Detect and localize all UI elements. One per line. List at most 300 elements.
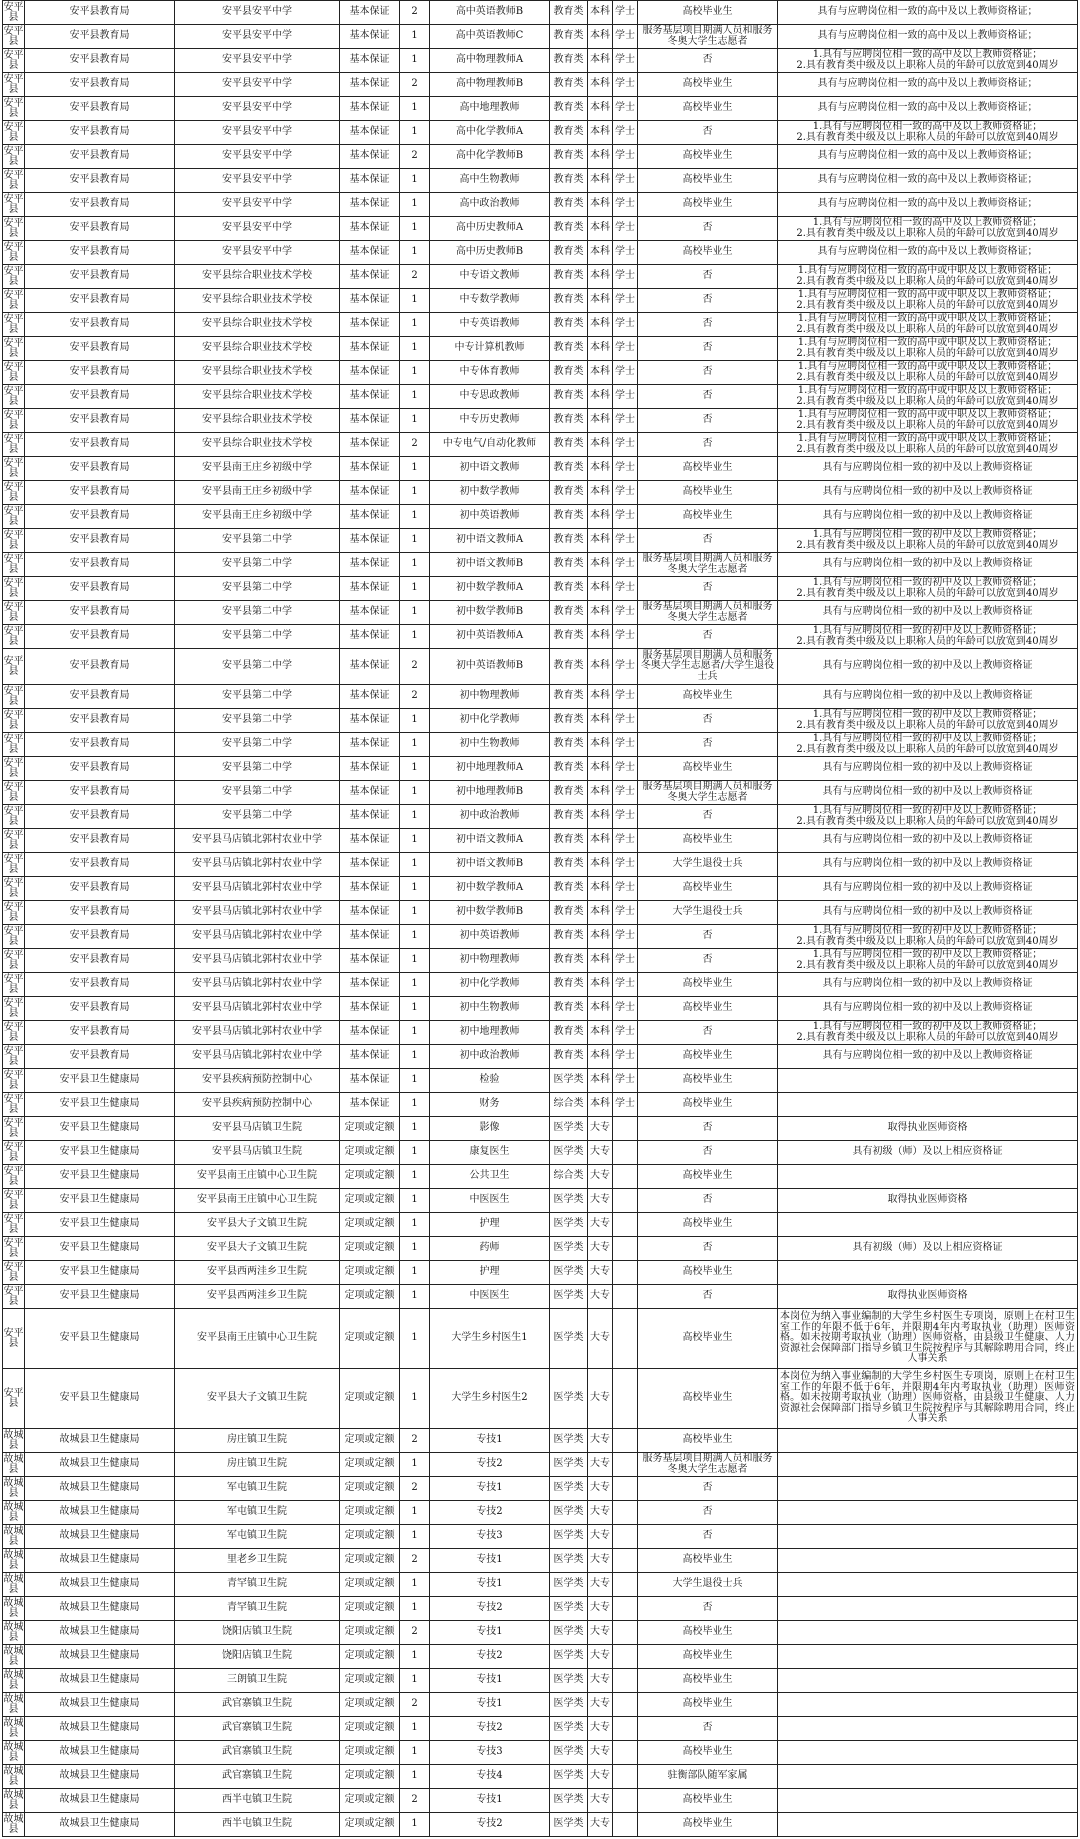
- cell-target-group: 大学生退役士兵: [638, 901, 778, 925]
- table-row: [3, 901, 1078, 925]
- cell-headcount: 1: [400, 1213, 430, 1237]
- cell-department: 故城县卫生健康局: [25, 1453, 175, 1477]
- cell-headcount: 1: [400, 1717, 430, 1741]
- cell-degree: [613, 1141, 638, 1165]
- cell-requirements: [778, 1093, 1078, 1117]
- cell-degree: 学士: [613, 733, 638, 757]
- cell-category: 医学类: [550, 1069, 588, 1093]
- cell-requirements: 本岗位为纳入事业编制的大学生乡村医生专项岗，原则上在村卫生室工作的年限不低于6年，并限期4年内考取执业（助理）医师资格。如未按期考取执业（助理）医师资格，由县级卫生健康、人力资源社会保障部门指导乡镇卫生院按程序与其解除聘用合同，终止人事关系: [778, 1369, 1078, 1429]
- cell-department: 故城县卫生健康局: [25, 1501, 175, 1525]
- cell-position: 专技2: [430, 1813, 550, 1837]
- cell-unit: 三朗镇卫生院: [175, 1669, 340, 1693]
- cell-department: 安平县卫生健康局: [25, 1189, 175, 1213]
- cell-funding-type: 基本保证: [340, 925, 400, 949]
- cell-position: 专技1: [430, 1573, 550, 1597]
- cell-funding-type: 定项或定额: [340, 1765, 400, 1789]
- cell-education: 本科: [588, 1093, 613, 1117]
- table-row: [3, 1117, 1078, 1141]
- cell-education: 本科: [588, 709, 613, 733]
- cell-category: 医学类: [550, 1525, 588, 1549]
- table-row: [3, 877, 1078, 901]
- cell-target-group: 服务基层项目期满人员和服务冬奥大学生志愿者: [638, 601, 778, 625]
- cell-position: 中专体育教师: [430, 361, 550, 385]
- cell-department: 安平县教育局: [25, 757, 175, 781]
- table-row: [3, 457, 1078, 481]
- cell-unit: 房庄镇卫生院: [175, 1453, 340, 1477]
- cell-position: 药师: [430, 1237, 550, 1261]
- cell-unit: 安平县马店镇北郭村农业中学: [175, 829, 340, 853]
- cell-headcount: 1: [400, 385, 430, 409]
- cell-education: 本科: [588, 361, 613, 385]
- cell-funding-type: 定项或定额: [340, 1813, 400, 1837]
- table-row: [3, 193, 1078, 217]
- cell-headcount: 1: [400, 925, 430, 949]
- cell-county: 安平县: [3, 337, 24, 359]
- cell-target-group: 否: [638, 1117, 778, 1141]
- cell-degree: 学士: [613, 829, 638, 853]
- cell-category: 医学类: [550, 1261, 588, 1285]
- cell-position: 初中英语教师A: [430, 625, 550, 649]
- cell-requirements: 1.具有与应聘岗位相一致的初中及以上教师资格证； 2.具有教育类中级及以上职称人员的年龄可以放宽到40周岁: [778, 625, 1078, 649]
- cell-degree: [613, 1525, 638, 1549]
- cell-unit: 安平县安平中学: [175, 217, 340, 241]
- cell-requirements: [778, 1741, 1078, 1765]
- cell-county: 安平县: [3, 385, 24, 407]
- cell-position: 高中地理教师: [430, 97, 550, 121]
- cell-target-group: 高校毕业生: [638, 1621, 778, 1645]
- cell-unit: 安平县马店镇北郭村农业中学: [175, 1045, 340, 1069]
- cell-requirements: [778, 1621, 1078, 1645]
- cell-requirements: 具有与应聘岗位相一致的初中及以上教师资格证: [778, 973, 1078, 997]
- cell-funding-type: 基本保证: [340, 1, 400, 25]
- cell-category: 医学类: [550, 1549, 588, 1573]
- cell-department: 故城县卫生健康局: [25, 1717, 175, 1741]
- cell-education: 本科: [588, 385, 613, 409]
- cell-target-group: 高校毕业生: [638, 1789, 778, 1813]
- cell-county: 安平县: [3, 1213, 24, 1235]
- cell-category: 医学类: [550, 1309, 588, 1369]
- cell-department: 安平县教育局: [25, 649, 175, 685]
- cell-position: 高中生物教师: [430, 169, 550, 193]
- cell-requirements: [778, 1477, 1078, 1501]
- cell-requirements: 具有与应聘岗位相一致的初中及以上教师资格证: [778, 757, 1078, 781]
- table-row: [3, 1045, 1078, 1069]
- cell-education: 大专: [588, 1501, 613, 1525]
- cell-county: 故城县: [3, 1789, 24, 1811]
- cell-unit: 安平县马店镇北郭村农业中学: [175, 949, 340, 973]
- cell-requirements: 1.具有与应聘岗位相一致的初中及以上教师资格证； 2.具有教育类中级及以上职称人员的年龄可以放宽到40周岁: [778, 709, 1078, 733]
- cell-target-group: 高校毕业生: [638, 1309, 778, 1369]
- cell-department: 安平县卫生健康局: [25, 1165, 175, 1189]
- cell-unit: 安平县安平中学: [175, 145, 340, 169]
- cell-target-group: 高校毕业生: [638, 457, 778, 481]
- cell-unit: 武官寨镇卫生院: [175, 1765, 340, 1789]
- cell-headcount: 1: [400, 1237, 430, 1261]
- cell-education: 本科: [588, 733, 613, 757]
- table-row: [3, 337, 1078, 361]
- cell-education: 本科: [588, 997, 613, 1021]
- cell-target-group: 否: [638, 313, 778, 337]
- cell-unit: 安平县安平中学: [175, 49, 340, 73]
- cell-unit: 安平县第二中学: [175, 709, 340, 733]
- cell-category: 医学类: [550, 1117, 588, 1141]
- cell-unit: 安平县西两洼乡卫生院: [175, 1285, 340, 1309]
- cell-county: 安平县: [3, 1069, 24, 1091]
- cell-category: 医学类: [550, 1141, 588, 1165]
- cell-degree: 学士: [613, 145, 638, 169]
- cell-degree: 学士: [613, 685, 638, 709]
- cell-county: 安平县: [3, 853, 24, 875]
- cell-education: 大专: [588, 1369, 613, 1429]
- cell-target-group: 否: [638, 625, 778, 649]
- cell-headcount: 1: [400, 805, 430, 829]
- table-row: [3, 49, 1078, 73]
- cell-position: 财务: [430, 1093, 550, 1117]
- cell-department: 安平县教育局: [25, 145, 175, 169]
- cell-department: 安平县教育局: [25, 877, 175, 901]
- cell-target-group: 高校毕业生: [638, 997, 778, 1021]
- cell-headcount: 1: [400, 1765, 430, 1789]
- cell-funding-type: 基本保证: [340, 1045, 400, 1069]
- cell-unit: 安平县大子文镇卫生院: [175, 1369, 340, 1429]
- cell-target-group: 否: [638, 925, 778, 949]
- cell-target-group: 否: [638, 1189, 778, 1213]
- cell-degree: 学士: [613, 361, 638, 385]
- cell-headcount: 1: [400, 1189, 430, 1213]
- cell-education: 大专: [588, 1237, 613, 1261]
- cell-category: 教育类: [550, 1021, 588, 1045]
- cell-degree: [613, 1813, 638, 1837]
- cell-headcount: 1: [400, 169, 430, 193]
- cell-department: 安平县教育局: [25, 997, 175, 1021]
- cell-unit: 安平县综合职业技术学校: [175, 361, 340, 385]
- cell-funding-type: 基本保证: [340, 1021, 400, 1045]
- cell-education: 大专: [588, 1741, 613, 1765]
- cell-unit: 安平县综合职业技术学校: [175, 289, 340, 313]
- cell-funding-type: 基本保证: [340, 265, 400, 289]
- cell-headcount: 1: [400, 1021, 430, 1045]
- cell-county: 故城县: [3, 1741, 24, 1763]
- cell-target-group: 高校毕业生: [638, 1045, 778, 1069]
- cell-funding-type: 定项或定额: [340, 1789, 400, 1813]
- cell-category: 教育类: [550, 949, 588, 973]
- cell-degree: 学士: [613, 313, 638, 337]
- cell-department: 安平县教育局: [25, 1045, 175, 1069]
- cell-education: 大专: [588, 1789, 613, 1813]
- cell-category: 教育类: [550, 217, 588, 241]
- cell-funding-type: 基本保证: [340, 385, 400, 409]
- cell-headcount: 1: [400, 25, 430, 49]
- cell-education: 本科: [588, 625, 613, 649]
- cell-target-group: 高校毕业生: [638, 97, 778, 121]
- cell-requirements: 具有与应聘岗位相一致的高中及以上教师资格证；: [778, 193, 1078, 217]
- table-row: [3, 1261, 1078, 1285]
- cell-degree: [613, 1741, 638, 1765]
- cell-target-group: 大学生退役士兵: [638, 1573, 778, 1597]
- cell-degree: 学士: [613, 169, 638, 193]
- cell-target-group: 高校毕业生: [638, 829, 778, 853]
- cell-requirements: 具有与应聘岗位相一致的高中及以上教师资格证；: [778, 1, 1078, 25]
- cell-county: 安平县: [3, 1093, 24, 1115]
- cell-funding-type: 定项或定额: [340, 1261, 400, 1285]
- cell-headcount: 1: [400, 901, 430, 925]
- table-row: [3, 805, 1078, 829]
- cell-county: 故城县: [3, 1549, 24, 1571]
- cell-funding-type: 基本保证: [340, 877, 400, 901]
- cell-position: 初中物理教师: [430, 685, 550, 709]
- cell-target-group: 否: [638, 121, 778, 145]
- cell-department: 故城县卫生健康局: [25, 1525, 175, 1549]
- cell-headcount: 1: [400, 853, 430, 877]
- cell-headcount: 1: [400, 733, 430, 757]
- cell-category: 教育类: [550, 289, 588, 313]
- table-row: [3, 169, 1078, 193]
- table-row: [3, 481, 1078, 505]
- cell-funding-type: 基本保证: [340, 145, 400, 169]
- cell-category: 教育类: [550, 877, 588, 901]
- cell-funding-type: 基本保证: [340, 949, 400, 973]
- cell-unit: 安平县综合职业技术学校: [175, 385, 340, 409]
- cell-degree: 学士: [613, 997, 638, 1021]
- cell-position: 中医医生: [430, 1189, 550, 1213]
- cell-funding-type: 基本保证: [340, 625, 400, 649]
- cell-target-group: 否: [638, 217, 778, 241]
- cell-requirements: 1.具有与应聘岗位相一致的高中或中职及以上教师资格证； 2.具有教育类中级及以上职称人员的年龄可以放宽到40周岁: [778, 361, 1078, 385]
- cell-funding-type: 基本保证: [340, 361, 400, 385]
- cell-department: 安平县教育局: [25, 73, 175, 97]
- cell-position: 初中政治教师: [430, 805, 550, 829]
- cell-requirements: [778, 1165, 1078, 1189]
- cell-requirements: 具有与应聘岗位相一致的初中及以上教师资格证: [778, 553, 1078, 577]
- cell-department: 安平县卫生健康局: [25, 1285, 175, 1309]
- cell-department: 安平县教育局: [25, 577, 175, 601]
- cell-position: 中专计算机教师: [430, 337, 550, 361]
- cell-category: 教育类: [550, 433, 588, 457]
- cell-degree: [613, 1453, 638, 1477]
- cell-funding-type: 定项或定额: [340, 1741, 400, 1765]
- cell-education: 本科: [588, 1045, 613, 1069]
- cell-requirements: [778, 1261, 1078, 1285]
- cell-target-group: 否: [638, 1021, 778, 1045]
- table-row: [3, 217, 1078, 241]
- table-row: [3, 553, 1078, 577]
- cell-requirements: 具有与应聘岗位相一致的高中及以上教师资格证；: [778, 241, 1078, 265]
- cell-headcount: 1: [400, 121, 430, 145]
- cell-unit: 房庄镇卫生院: [175, 1429, 340, 1453]
- cell-requirements: 具有与应聘岗位相一致的初中及以上教师资格证: [778, 685, 1078, 709]
- cell-unit: 安平县南王庄乡初级中学: [175, 457, 340, 481]
- cell-degree: 学士: [613, 1021, 638, 1045]
- cell-degree: 学士: [613, 1, 638, 25]
- cell-degree: 学士: [613, 289, 638, 313]
- cell-headcount: 1: [400, 1525, 430, 1549]
- cell-funding-type: 定项或定额: [340, 1237, 400, 1261]
- cell-headcount: 1: [400, 97, 430, 121]
- cell-requirements: 取得执业医师资格: [778, 1117, 1078, 1141]
- cell-department: 安平县教育局: [25, 313, 175, 337]
- cell-department: 安平县教育局: [25, 601, 175, 625]
- cell-category: 教育类: [550, 121, 588, 145]
- table-row: [3, 1165, 1078, 1189]
- cell-education: 本科: [588, 409, 613, 433]
- table-row: [3, 529, 1078, 553]
- cell-education: 本科: [588, 925, 613, 949]
- cell-headcount: 1: [400, 193, 430, 217]
- cell-headcount: 2: [400, 433, 430, 457]
- cell-education: 大专: [588, 1645, 613, 1669]
- cell-category: 教育类: [550, 169, 588, 193]
- cell-requirements: [778, 1501, 1078, 1525]
- cell-degree: 学士: [613, 337, 638, 361]
- cell-position: 专技1: [430, 1477, 550, 1501]
- cell-target-group: 否: [638, 1141, 778, 1165]
- cell-unit: 安平县西两洼乡卫生院: [175, 1261, 340, 1285]
- cell-position: 初中生物教师: [430, 997, 550, 1021]
- cell-funding-type: 基本保证: [340, 901, 400, 925]
- cell-county: 安平县: [3, 97, 24, 119]
- cell-funding-type: 定项或定额: [340, 1189, 400, 1213]
- cell-education: 大专: [588, 1189, 613, 1213]
- cell-funding-type: 定项或定额: [340, 1477, 400, 1501]
- table-row: [3, 973, 1078, 997]
- cell-unit: 安平县马店镇北郭村农业中学: [175, 973, 340, 997]
- cell-target-group: 高校毕业生: [638, 1741, 778, 1765]
- cell-requirements: 具有与应聘岗位相一致的高中及以上教师资格证；: [778, 169, 1078, 193]
- cell-category: 综合类: [550, 1165, 588, 1189]
- cell-funding-type: 基本保证: [340, 829, 400, 853]
- cell-department: 安平县教育局: [25, 121, 175, 145]
- cell-degree: [613, 1165, 638, 1189]
- cell-funding-type: 定项或定额: [340, 1573, 400, 1597]
- table-row: [3, 1645, 1078, 1669]
- cell-county: 故城县: [3, 1765, 24, 1787]
- cell-position: 初中语文教师B: [430, 853, 550, 877]
- cell-department: 安平县教育局: [25, 529, 175, 553]
- cell-degree: [613, 1189, 638, 1213]
- cell-category: 教育类: [550, 973, 588, 997]
- cell-department: 安平县教育局: [25, 685, 175, 709]
- cell-headcount: 1: [400, 1501, 430, 1525]
- cell-unit: 安平县马店镇北郭村农业中学: [175, 853, 340, 877]
- cell-degree: [613, 1621, 638, 1645]
- cell-unit: 安平县疾病预防控制中心: [175, 1069, 340, 1093]
- cell-category: 医学类: [550, 1189, 588, 1213]
- cell-position: 初中语文教师A: [430, 529, 550, 553]
- cell-requirements: 1.具有与应聘岗位相一致的高中及以上教师资格证； 2.具有教育类中级及以上职称人员的年龄可以放宽到40周岁: [778, 217, 1078, 241]
- table-row: [3, 685, 1078, 709]
- cell-requirements: 1.具有与应聘岗位相一致的高中或中职及以上教师资格证； 2.具有教育类中级及以上职称人员的年龄可以放宽到40周岁: [778, 337, 1078, 361]
- cell-target-group: 服务基层项目期满人员和服务冬奥大学生志愿者/大学生退役士兵: [638, 649, 778, 685]
- cell-headcount: 1: [400, 457, 430, 481]
- cell-requirements: 1.具有与应聘岗位相一致的高中或中职及以上教师资格证； 2.具有教育类中级及以上职称人员的年龄可以放宽到40周岁: [778, 385, 1078, 409]
- cell-position: 高中化学教师A: [430, 121, 550, 145]
- cell-requirements: 具有与应聘岗位相一致的初中及以上教师资格证: [778, 601, 1078, 625]
- cell-department: 安平县教育局: [25, 25, 175, 49]
- cell-department: 安平县教育局: [25, 193, 175, 217]
- cell-target-group: 高校毕业生: [638, 757, 778, 781]
- cell-position: 初中数学教师B: [430, 901, 550, 925]
- table-row: [3, 1069, 1078, 1093]
- cell-funding-type: 定项或定额: [340, 1213, 400, 1237]
- cell-headcount: 1: [400, 949, 430, 973]
- cell-requirements: [778, 1813, 1078, 1837]
- cell-headcount: 1: [400, 289, 430, 313]
- cell-department: 安平县教育局: [25, 853, 175, 877]
- cell-degree: [613, 1369, 638, 1429]
- cell-county: 安平县: [3, 1369, 25, 1429]
- cell-education: 本科: [588, 337, 613, 361]
- cell-requirements: [778, 1597, 1078, 1621]
- cell-headcount: 1: [400, 361, 430, 385]
- cell-headcount: 1: [400, 1741, 430, 1765]
- cell-department: 安平县教育局: [25, 265, 175, 289]
- cell-funding-type: 基本保证: [340, 337, 400, 361]
- cell-unit: 安平县第二中学: [175, 685, 340, 709]
- cell-county: 故城县: [3, 1477, 24, 1499]
- cell-county: 故城县: [3, 1429, 24, 1451]
- cell-requirements: 取得执业医师资格: [778, 1285, 1078, 1309]
- cell-category: 教育类: [550, 805, 588, 829]
- cell-target-group: 否: [638, 1237, 778, 1261]
- cell-department: 安平县教育局: [25, 457, 175, 481]
- cell-unit: 安平县安平中学: [175, 121, 340, 145]
- cell-education: 大专: [588, 1813, 613, 1837]
- cell-degree: 学士: [613, 625, 638, 649]
- cell-degree: [613, 1261, 638, 1285]
- cell-target-group: 服务基层项目期满人员和服务冬奥大学生志愿者: [638, 25, 778, 49]
- cell-unit: 安平县马店镇北郭村农业中学: [175, 1021, 340, 1045]
- cell-target-group: 高校毕业生: [638, 241, 778, 265]
- table-row: [3, 121, 1078, 145]
- cell-education: 本科: [588, 145, 613, 169]
- table-row: [3, 829, 1078, 853]
- cell-headcount: 1: [400, 529, 430, 553]
- cell-target-group: 高校毕业生: [638, 1213, 778, 1237]
- cell-category: 教育类: [550, 193, 588, 217]
- cell-category: 医学类: [550, 1741, 588, 1765]
- cell-county: 安平县: [3, 121, 24, 143]
- cell-target-group: 高校毕业生: [638, 877, 778, 901]
- cell-department: 安平县卫生健康局: [25, 1069, 175, 1093]
- cell-education: 本科: [588, 553, 613, 577]
- cell-target-group: 高校毕业生: [638, 1165, 778, 1189]
- cell-funding-type: 基本保证: [340, 313, 400, 337]
- cell-county: 故城县: [3, 1597, 24, 1619]
- cell-requirements: 具有与应聘岗位相一致的初中及以上教师资格证: [778, 877, 1078, 901]
- cell-requirements: [778, 1765, 1078, 1789]
- cell-unit: 安平县大子文镇卫生院: [175, 1237, 340, 1261]
- cell-unit: 安平县综合职业技术学校: [175, 409, 340, 433]
- cell-category: 医学类: [550, 1597, 588, 1621]
- table-row: [3, 1525, 1078, 1549]
- cell-position: 初中数学教师: [430, 481, 550, 505]
- table-row: [3, 997, 1078, 1021]
- cell-requirements: 具有与应聘岗位相一致的高中及以上教师资格证；: [778, 145, 1078, 169]
- cell-requirements: 本岗位为纳入事业编制的大学生乡村医生专项岗，原则上在村卫生室工作的年限不低于6年，并限期4年内考取执业（助理）医师资格。如未按期考取执业（助理）医师资格，由县级卫生健康、人力资源社会保障部门指导乡镇卫生院按程序与其解除聘用合同，终止人事关系: [778, 1309, 1078, 1369]
- cell-unit: 安平县综合职业技术学校: [175, 313, 340, 337]
- table-row: [3, 97, 1078, 121]
- cell-target-group: 否: [638, 1597, 778, 1621]
- cell-position: 护理: [430, 1213, 550, 1237]
- cell-degree: 学士: [613, 925, 638, 949]
- cell-department: 安平县卫生健康局: [25, 1237, 175, 1261]
- cell-department: 安平县教育局: [25, 625, 175, 649]
- cell-education: 大专: [588, 1141, 613, 1165]
- cell-degree: 学士: [613, 853, 638, 877]
- cell-target-group: 否: [638, 529, 778, 553]
- cell-unit: 安平县南王庄镇中心卫生院: [175, 1165, 340, 1189]
- cell-degree: 学士: [613, 973, 638, 997]
